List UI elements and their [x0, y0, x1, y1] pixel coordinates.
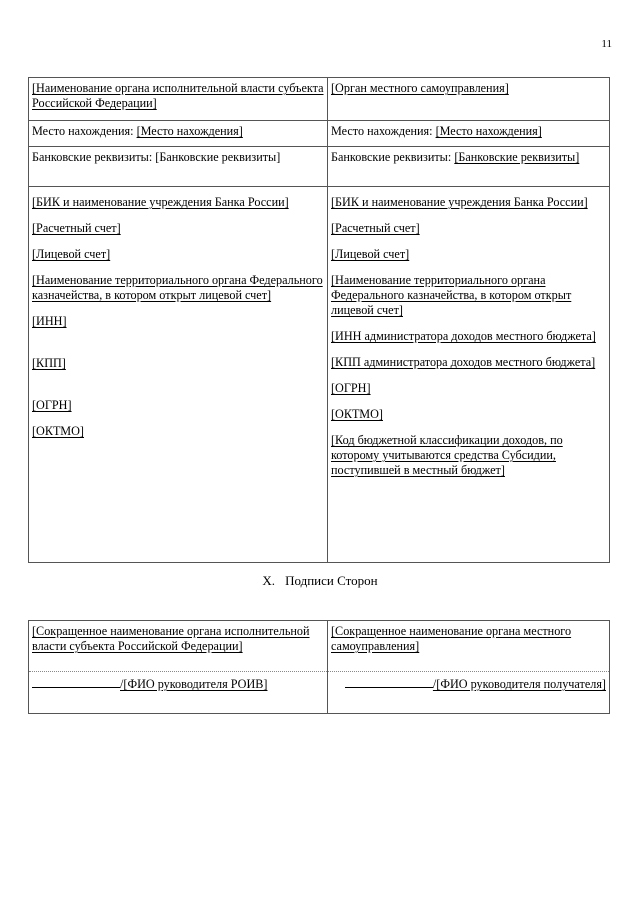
right-treasury: [Наименование территориального органа Федерального казначейства, в котором открыт лицевой счет] [331, 273, 572, 317]
right-signature-line [345, 675, 433, 688]
signatures-table [28, 620, 610, 714]
left-ogrn: [ОГРН] [32, 398, 72, 412]
left-treasury: [Наименование территориального органа Федерального казначейства, в котором открыт лицевой счет] [32, 273, 323, 302]
left-bik: [БИК и наименование учреждения Банка России] [32, 195, 289, 209]
right-personal-account: [Лицевой счет] [331, 247, 410, 261]
left-signature-line [32, 675, 120, 688]
left-location-value: [Место нахождения] [136, 124, 243, 138]
right-account: [Расчетный счет] [331, 221, 420, 235]
right-signatory-cell [328, 621, 610, 672]
page-number: 11 [601, 38, 612, 50]
left-org-name: [Наименование органа исполнительной власти субъекта Российской Федерации] [32, 81, 324, 110]
right-bik: [БИК и наименование учреждения Банка России] [331, 195, 588, 209]
table-row [29, 121, 610, 147]
left-oktmo: [ОКТМО] [32, 424, 84, 438]
left-location-label: Место нахождения: [32, 124, 137, 138]
left-signature-cell [29, 672, 328, 714]
left-signer: /[ФИО руководителя РОИВ] [120, 677, 268, 691]
right-bank-label: Банковские реквизиты: [331, 150, 455, 164]
left-header-cell [29, 78, 328, 121]
right-short-name: [Сокращенное наименование органа местного самоуправления] [331, 624, 572, 653]
requisites-table [28, 77, 610, 563]
right-kpp: [КПП администратора доходов местного бюджета] [331, 355, 596, 369]
right-bank-cell [328, 147, 610, 187]
left-details-cell [29, 187, 328, 563]
table-row [29, 672, 610, 714]
left-location-cell [29, 121, 328, 147]
left-inn: [ИНН] [32, 314, 67, 328]
section-title: Подписи Сторон [285, 573, 378, 588]
left-kpp: [КПП] [32, 356, 66, 370]
right-inn: [ИНН администратора доходов местного бюджета] [331, 329, 596, 343]
right-org-name: [Орган местного самоуправления] [331, 81, 509, 95]
right-oktmo: [ОКТМО] [331, 407, 383, 421]
right-header-cell [328, 78, 610, 121]
right-signer: /[ФИО руководителя получателя] [432, 677, 606, 691]
left-personal-account: [Лицевой счет] [32, 247, 111, 261]
table-row [29, 147, 610, 187]
right-ogrn: [ОГРН] [331, 381, 371, 395]
right-kbk: [Код бюджетной классификации доходов, по которому учитываются средства Субсидии, поступившей в местный бюджет] [331, 433, 563, 477]
table-row [29, 187, 610, 563]
left-short-name: [Сокращенное наименование органа исполнительной власти субъекта Российской Федерации] [32, 624, 310, 653]
right-location-value: [Место нахождения] [435, 124, 542, 138]
left-account: [Расчетный счет] [32, 221, 121, 235]
left-bank-cell [29, 147, 328, 187]
right-location-label: Место нахождения: [331, 124, 436, 138]
right-bank-value: [Банковские реквизиты] [454, 150, 580, 164]
left-bank-label: Банковские реквизиты: [Банковские реквизиты] [32, 150, 281, 164]
right-location-cell [328, 121, 610, 147]
table-row [29, 78, 610, 121]
right-signature-cell [328, 672, 610, 714]
right-details-cell [328, 187, 610, 563]
section-heading [0, 573, 640, 589]
section-number: X. [262, 573, 276, 588]
left-signatory-cell [29, 621, 328, 672]
table-row [29, 621, 610, 672]
